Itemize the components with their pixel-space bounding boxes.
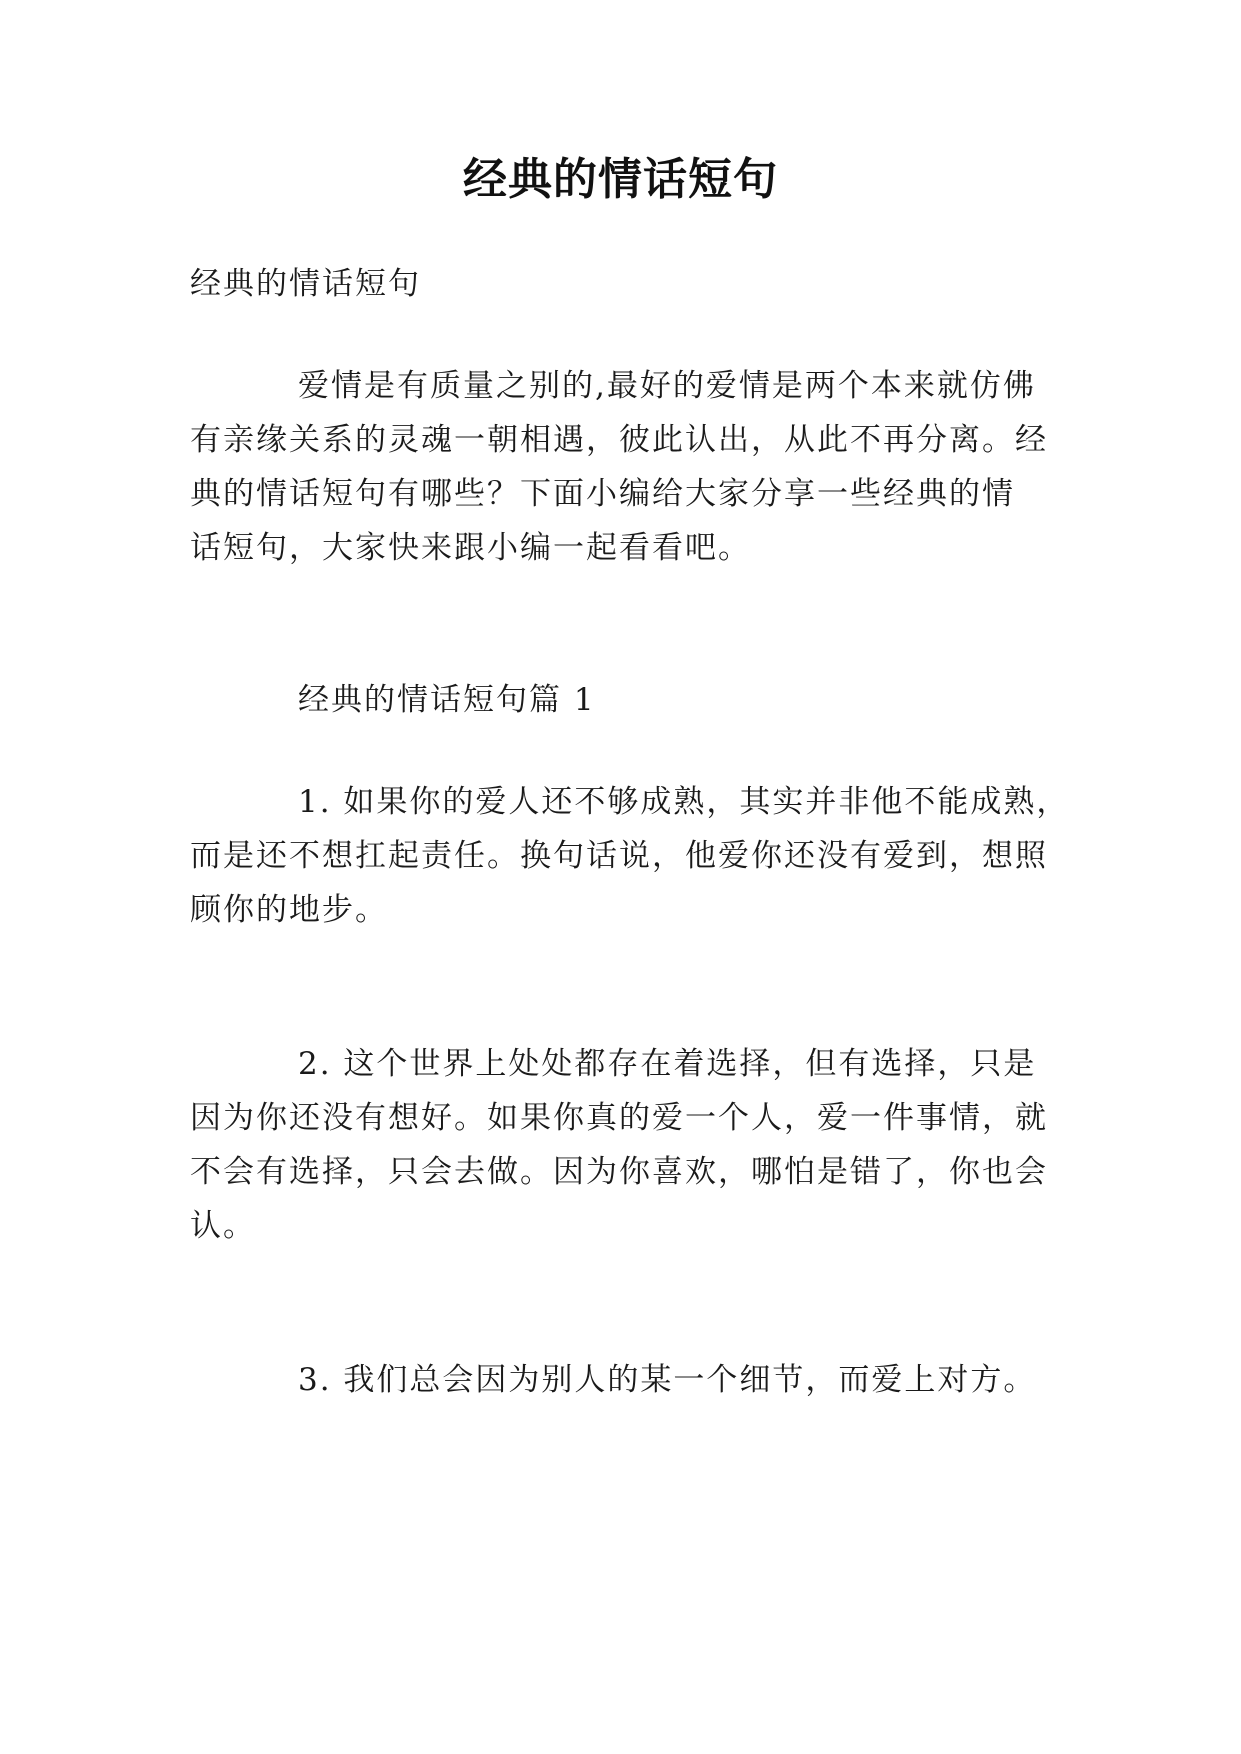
section-heading: 经典的情话短句篇 1 — [298, 682, 596, 718]
list-item-line: 1. 如果你的爱人还不够成熟，其实并非他不能成熟， — [298, 784, 1070, 820]
list-item-line: 因为你还没有想好。如果你真的爱一个人，爱一件事情，就 — [190, 1100, 1048, 1136]
intro-line: 有亲缘关系的灵魂一朝相遇，彼此认出，从此不再分离。经 — [190, 422, 1048, 458]
intro-line: 话短句，大家快来跟小编一起看看吧。 — [190, 530, 751, 566]
intro-line: 典的情话短句有哪些？下面小编给大家分享一些经典的情 — [190, 476, 1015, 512]
document-title: 经典的情话短句 — [463, 154, 778, 205]
list-item-line: 不会有选择，只会去做。因为你喜欢，哪怕是错了，你也会 — [190, 1154, 1048, 1190]
list-item-line: 而是还不想扛起责任。换句话说，他爱你还没有爱到，想照 — [190, 838, 1048, 874]
document-subtitle: 经典的情话短句 — [190, 266, 421, 302]
list-item-line: 顾你的地步。 — [190, 892, 388, 928]
list-item-line: 2. 这个世界上处处都存在着选择，但有选择，只是 — [298, 1046, 1037, 1082]
list-item-line: 认。 — [190, 1208, 256, 1244]
list-item-line: 3. 我们总会因为别人的某一个细节，而爱上对方。 — [298, 1362, 1037, 1398]
intro-line: 爱情是有质量之别的,最好的爱情是两个本来就仿佛 — [298, 368, 1036, 404]
